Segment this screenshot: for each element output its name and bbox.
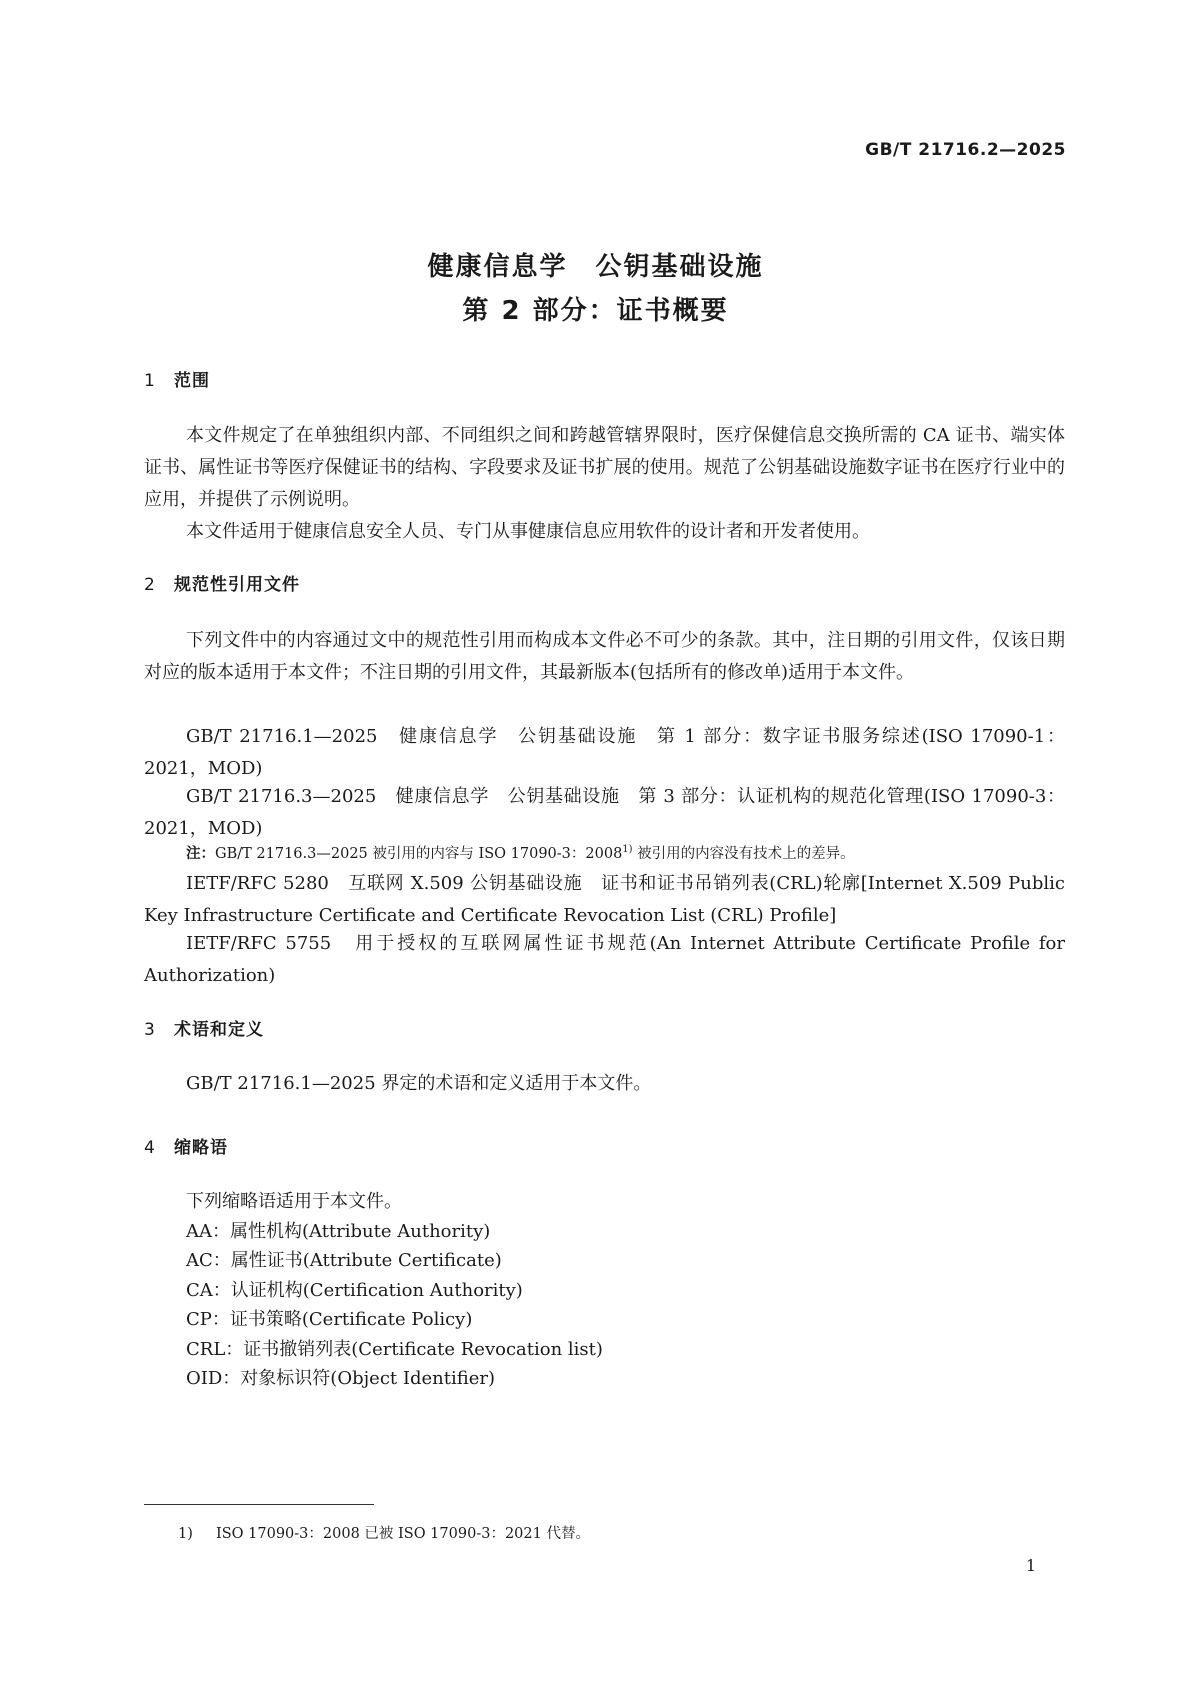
footnote-number: 1) xyxy=(178,1526,193,1542)
note-text-end: 被引用的内容没有技术上的差异。 xyxy=(632,845,855,862)
section-number: 1 xyxy=(144,371,156,391)
normative-intro: 下列文件中的内容通过文中的规范性引用而构成本文件必不可少的条款。其中，注日期的引用文件，仅该日期对应的版本适用于本文件；不注日期的引用文件，其最新版本(包括所有的修改单)适用于本文件。 xyxy=(144,630,1065,683)
normative-reference-3: IETF/RFC 5280 互联网 X.509 公钥基础设施 证书和证书吊销列表(CRL)轮廓[Internet X.509 Public Key Infrastructure Certificate and Certificate Revocation List (CRL) Profile] xyxy=(144,873,1065,926)
footnote-divider xyxy=(144,1504,374,1505)
document-subtitle: 第 2 部分：证书概要 xyxy=(462,296,729,326)
section-title: 术语和定义 xyxy=(174,1020,264,1040)
abbreviations-intro: 下列缩略语适用于本文件。 xyxy=(186,1191,402,1212)
scope-paragraph-2: 本文件适用于健康信息安全人员、专门从事健康信息应用软件的设计者和开发者使用。 xyxy=(186,521,870,542)
section-heading-normative xyxy=(144,570,300,595)
section-number: 3 xyxy=(144,1020,156,1040)
section-number: 4 xyxy=(144,1138,156,1158)
section-title: 规范性引用文件 xyxy=(174,575,300,595)
abbreviation-item: CP：证书策略(Certificate Policy) xyxy=(186,1309,473,1330)
section-title: 缩略语 xyxy=(174,1138,228,1158)
terms-paragraph: GB/T 21716.1—2025 界定的术语和定义适用于本文件。 xyxy=(186,1073,652,1094)
section-heading-abbreviations xyxy=(144,1133,228,1158)
section-number: 2 xyxy=(144,575,156,595)
note-label: 注： xyxy=(186,845,215,862)
abbreviation-item: OID：对象标识符(Object Identifier) xyxy=(186,1368,496,1389)
abbreviation-item: CA：认证机构(Certification Authority) xyxy=(186,1280,523,1301)
abbreviation-item: CRL：证书撤销列表(Certificate Revocation list) xyxy=(186,1339,603,1360)
section-heading-scope xyxy=(144,366,210,391)
normative-reference-1: GB/T 21716.1—2025 健康信息学 公钥基础设施 第 1 部分：数字证书服务综述(ISO 17090-1：2021，MOD) xyxy=(144,726,1065,779)
footnote-text: ISO 17090-3：2008 已被 ISO 17090-3：2021 代替。 xyxy=(216,1526,590,1542)
abbreviation-item: AC：属性证书(Attribute Certificate) xyxy=(186,1250,502,1271)
section-heading-terms xyxy=(144,1015,264,1040)
note-text: GB/T 21716.3—2025 被引用的内容与 ISO 17090-3：2008 xyxy=(215,845,623,862)
page-number: 1 xyxy=(1025,1556,1036,1575)
section-title: 范围 xyxy=(174,371,210,391)
normative-reference-2: GB/T 21716.3—2025 健康信息学 公钥基础设施 第 3 部分：认证机构的规范化管理(ISO 17090-3：2021，MOD) xyxy=(144,786,1065,839)
normative-reference-4: IETF/RFC 5755 用于授权的互联网属性证书规范(An Internet Attribute Certificate Profile for Authorization) xyxy=(144,933,1065,986)
abbreviation-item: AA：属性机构(Attribute Authority) xyxy=(186,1221,491,1242)
scope-paragraph-1: 本文件规定了在单独组织内部、不同组织之间和跨越管辖界限时，医疗保健信息交换所需的 CA 证书、端实体证书、属性证书等医疗保健证书的结构、字段要求及证书扩展的使用。规范了公钥基础设施数字证书在医疗行业中的应用，并提供了示例说明。 xyxy=(144,425,1065,510)
footnote xyxy=(178,1522,590,1543)
document-title: 健康信息学 公钥基础设施 xyxy=(427,252,764,282)
standard-code: GB/T 21716.2—2025 xyxy=(865,140,1066,160)
footnote-ref: 1) xyxy=(622,844,633,855)
note xyxy=(186,839,855,865)
